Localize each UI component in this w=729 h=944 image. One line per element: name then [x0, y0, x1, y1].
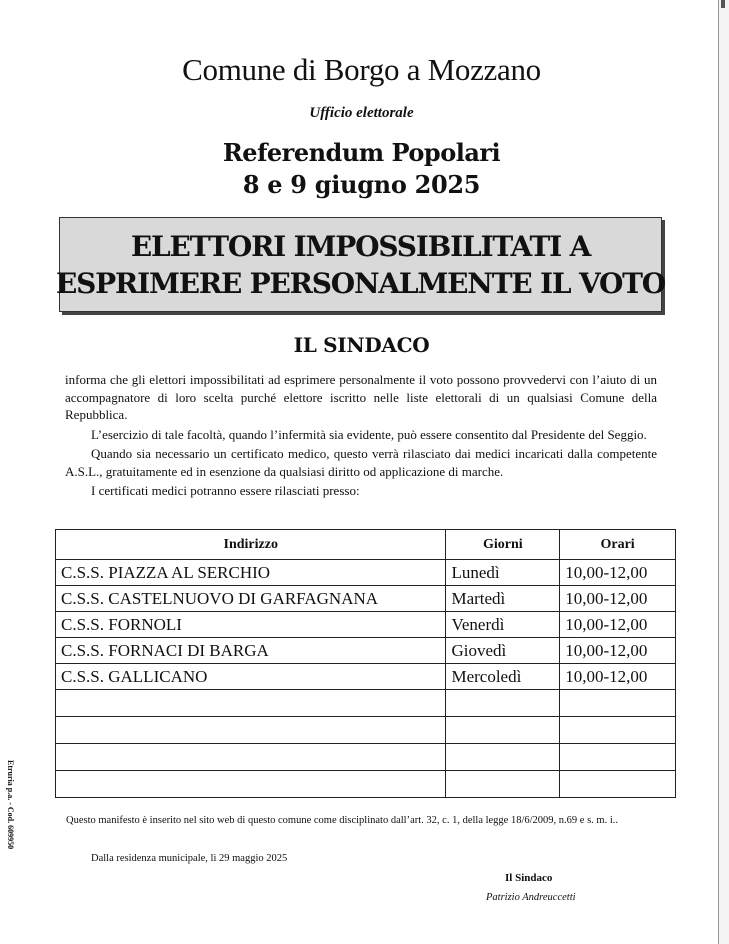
event-date: 8 e 9 giugno 2025: [242, 170, 481, 199]
cell-hours: 10,00-12,00: [560, 560, 676, 586]
certificate-schedule-table: [55, 529, 676, 798]
cell-address: C.S.S. GALLICANO: [56, 664, 446, 690]
empty-cell: [56, 744, 446, 771]
empty-cell: [446, 717, 560, 744]
empty-cell: [560, 690, 676, 717]
cell-hours: 10,00-12,00: [560, 638, 676, 664]
paragraph: L’esercizio di tale facoltà, quando l’infermità sia evidente, può essere consentito dal Presidente del Seggio.: [91, 426, 647, 442]
cell-day: Mercoledì: [446, 664, 560, 690]
empty-row: [56, 690, 676, 717]
cell-address: C.S.S. FORNOLI: [56, 612, 446, 638]
cell-day: Venerdì: [446, 612, 560, 638]
empty-row: [56, 717, 676, 744]
printer-code: Etruria p.a. - Cod. 609950: [6, 760, 15, 850]
signer-title: Il Sindaco: [505, 872, 553, 884]
cell-day: Giovedì: [446, 638, 560, 664]
table-row: [56, 638, 676, 664]
cell-address: C.S.S. CASTELNUOVO DI GARFAGNANA: [56, 586, 446, 612]
table-header-row: [56, 530, 676, 560]
table-row: [56, 586, 676, 612]
cell-hours: 10,00-12,00: [560, 586, 676, 612]
empty-cell: [56, 771, 446, 798]
municipality-title: Comune di Borgo a Mozzano: [182, 52, 541, 87]
empty-cell: [560, 744, 676, 771]
empty-row: [56, 771, 676, 798]
header-days: Giorni: [446, 530, 560, 560]
empty-cell: [446, 690, 560, 717]
event-title: Referendum Popolari: [222, 138, 501, 167]
cell-address: C.S.S. PIAZZA AL SERCHIO: [56, 560, 446, 586]
table-row: [56, 664, 676, 690]
announcer-heading: IL SINDACO: [293, 333, 430, 357]
empty-cell: [56, 717, 446, 744]
empty-cell: [560, 717, 676, 744]
notice-banner: [56, 217, 666, 312]
table-row: [56, 612, 676, 638]
notice-body: [65, 371, 657, 500]
paragraph: Quando sia necessario un certificato medico, questo verrà rilasciato dai medici incaricati dalla competente A.S.L., gratuitamente ed in esenzione da qualsiasi diritto od applicazione di marche.: [65, 446, 657, 479]
cell-day: Martedì: [446, 586, 560, 612]
header-hours: Orari: [560, 530, 676, 560]
empty-cell: [560, 771, 676, 798]
signer-name: Patrizio Andreuccetti: [486, 892, 576, 903]
cell-day: Lunedì: [446, 560, 560, 586]
empty-cell: [56, 690, 446, 717]
issue-place-date: Dalla residenza municipale, lì 29 maggio 2025: [91, 853, 288, 864]
header-address: Indirizzo: [56, 530, 446, 560]
table-row: [56, 560, 676, 586]
cell-address: C.S.S. FORNACI DI BARGA: [56, 638, 446, 664]
banner-line-2: ESPRIMERE PERSONALMENTE IL VOTO: [56, 266, 666, 300]
office-subtitle: Ufficio elettorale: [309, 105, 414, 121]
cell-hours: 10,00-12,00: [560, 664, 676, 690]
empty-cell: [446, 744, 560, 771]
empty-row: [56, 744, 676, 771]
publication-note: Questo manifesto è inserito nel sito web di questo comune come disciplinato dall’art. 32, c. 1, della legge 18/6/2009, n.69 e s. m. i..: [66, 815, 619, 826]
empty-cell: [446, 771, 560, 798]
paragraph: I certificati medici potranno essere rilasciati presso:: [91, 483, 360, 498]
cell-hours: 10,00-12,00: [560, 612, 676, 638]
banner-line-1: ELETTORI IMPOSSIBILITATI A: [130, 229, 591, 263]
edge-mark: [721, 0, 725, 8]
paragraph: informa che gli elettori impossibilitati ad esprimere personalmente il voto possono provvedervi con l’aiuto di un accompagnatore di loro scelta purché elettore iscritto nelle liste elettorali di un qualsiasi Comune della Repubblica.: [65, 372, 657, 422]
